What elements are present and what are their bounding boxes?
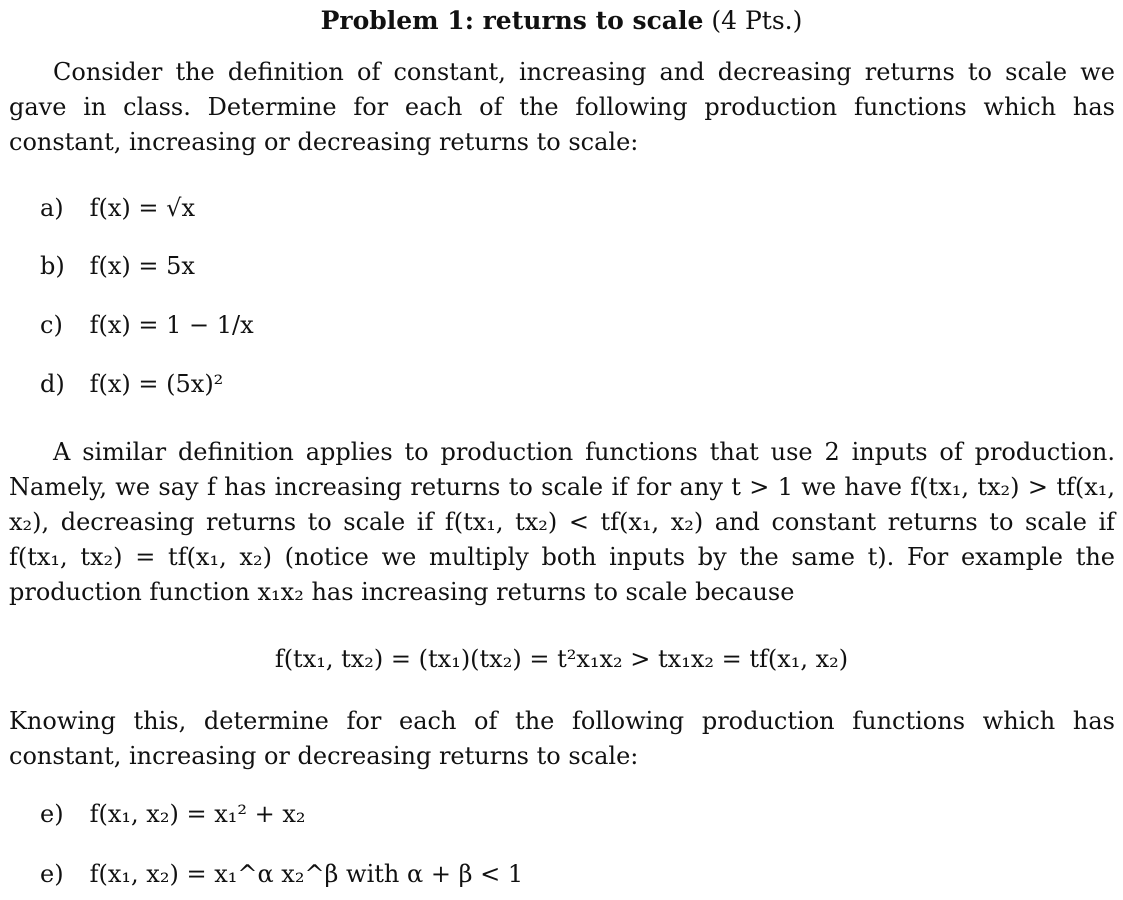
- two-input-definition-paragraph: [9, 435, 1115, 610]
- definition-text: A similar definition applies to production functions that use 2 inputs of production. Namely, we say f has increasing returns to scale if for any t > 1 we have f(tx₁, tx₂) > tf(x₁, x₂), decreasing returns to scale if f(tx₁, tx₂) < tf(x₁, x₂) and constant returns to scale if f(tx₁, tx₂) = tf(x₁, x₂) (notice we multiply both inputs by the same t). For example the production function x₁x₂ has increasing returns to scale because: [9, 438, 1115, 606]
- list-item: [40, 311, 254, 339]
- list-item: [40, 860, 523, 888]
- knowing-this-paragraph: [9, 704, 1115, 774]
- item-label: e): [40, 860, 64, 888]
- item-label: e): [40, 800, 64, 828]
- item-formula: f(x) = (5x)²: [89, 370, 224, 398]
- list-item: [40, 370, 223, 398]
- item-label: c): [40, 311, 63, 339]
- item-formula: f(x) = 5x: [89, 252, 195, 280]
- knowing-this-text: Knowing this, determine for each of the following production functions which has constant, increasing or decreasing returns to scale:: [9, 707, 1115, 770]
- item-label: b): [40, 252, 65, 280]
- intro-text: Consider the definition of constant, increasing and decreasing returns to scale we gave in class. Determine for each of the following production functions which has constant, increasing or decreasing returns to scale:: [9, 58, 1115, 156]
- problem-title-text: Problem 1: returns to scale: [320, 6, 704, 35]
- item-formula: f(x) = 1 − 1/x: [89, 311, 254, 339]
- list-item: [40, 800, 306, 828]
- problem-points: (4 Pts.): [711, 6, 803, 35]
- list-item: [40, 194, 195, 222]
- intro-paragraph: [9, 55, 1115, 160]
- example-equation: f(tx₁, tx₂) = (tx₁)(tx₂) = t²x₁x₂ > tx₁x₂ = tf(x₁, x₂): [274, 645, 849, 673]
- list-item: [40, 252, 195, 280]
- item-label: d): [40, 370, 65, 398]
- problem-title: [0, 4, 1123, 38]
- item-formula: f(x₁, x₂) = x₁² + x₂: [89, 800, 306, 828]
- item-label: a): [40, 194, 64, 222]
- item-formula: f(x₁, x₂) = x₁^α x₂^β with α + β < 1: [89, 860, 524, 888]
- item-formula: f(x) = √x: [89, 194, 195, 222]
